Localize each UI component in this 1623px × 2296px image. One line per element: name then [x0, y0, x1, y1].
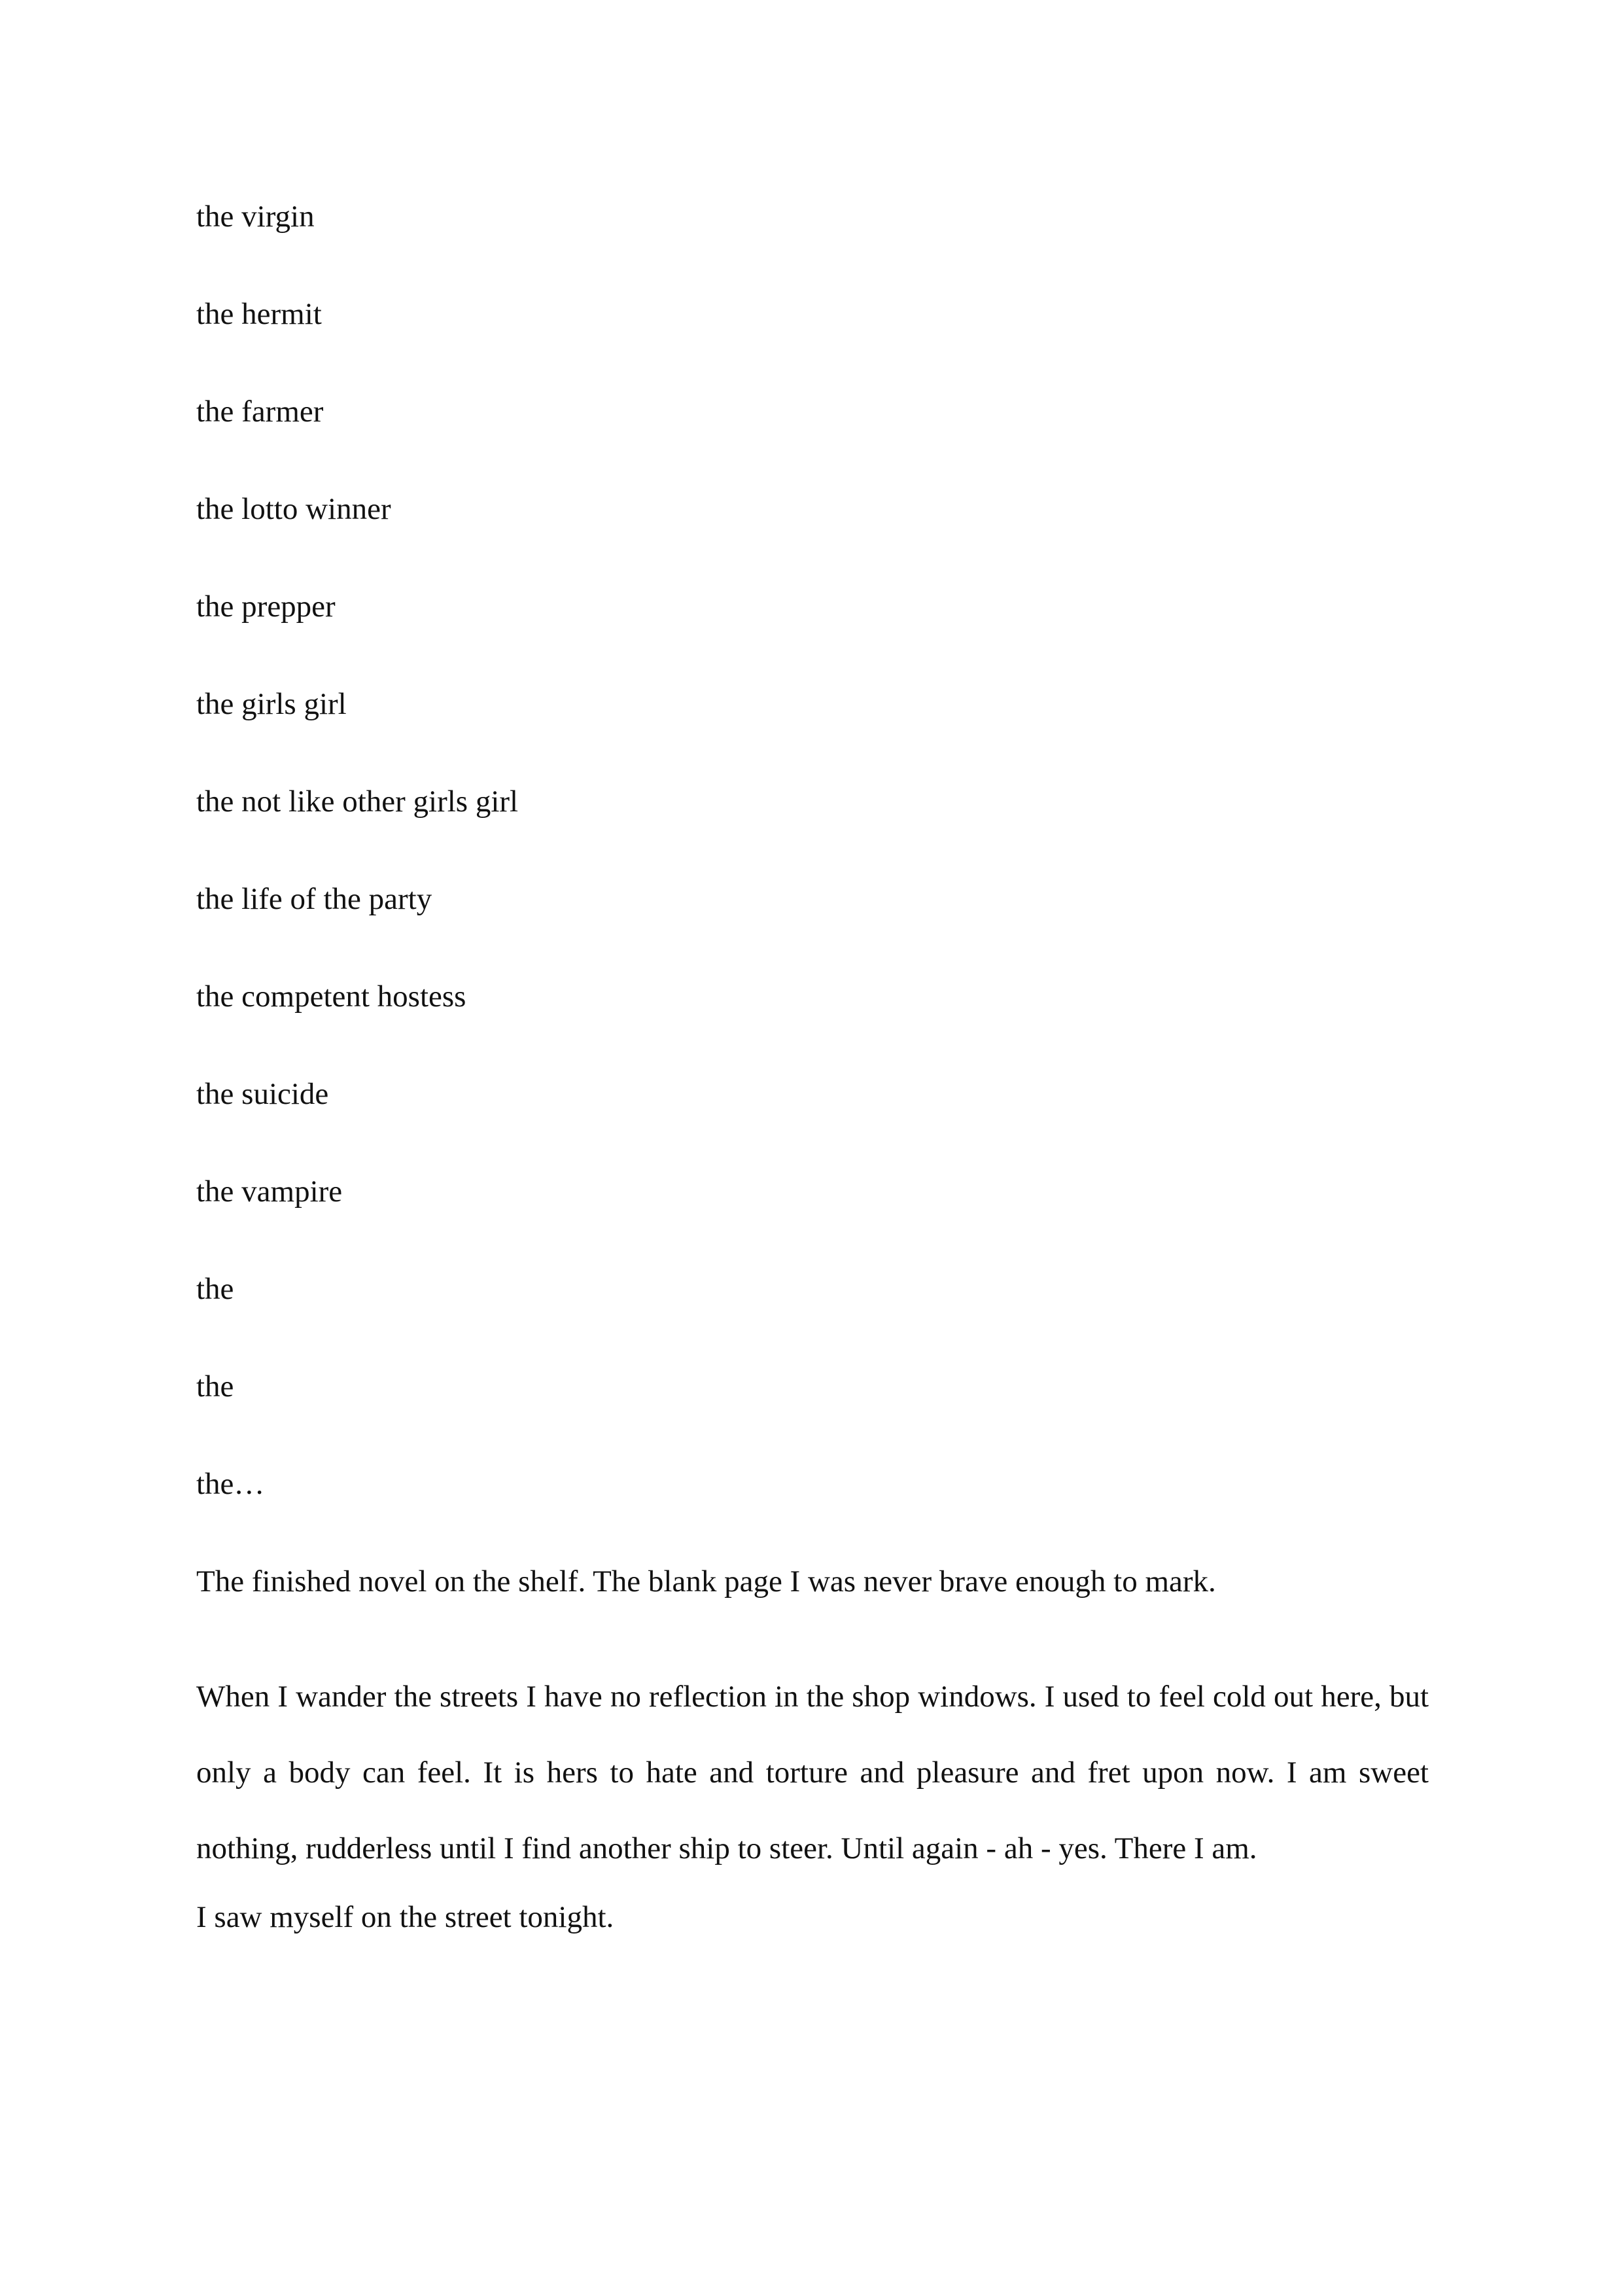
list-line: the life of the party: [196, 882, 432, 916]
list-line: the virgin: [196, 200, 315, 234]
list-line: the lotto winner: [196, 492, 391, 526]
list-line: the hermit: [196, 297, 322, 331]
list-line: the…: [196, 1467, 265, 1501]
paragraph-finished-novel: The finished novel on the shelf. The blank page I was never brave enough to mark.: [196, 1564, 1216, 1598]
paragraph-saw-myself: I saw myself on the street tonight.: [196, 1900, 614, 1934]
paragraph-wander-streets: When I wander the streets I have no reflection in the shop windows. I used to feel cold out here, but only a body can feel. It is hers to hate and torture and pleasure and fret upon now. I am sweet nothing, rudderless until I find another ship to steer. Until again - ah - yes. There I am.: [196, 1680, 1429, 1865]
list-line: the girls girl: [196, 687, 347, 721]
list-line: the not like other girls girl: [196, 785, 519, 819]
list-line: the farmer: [196, 395, 324, 429]
list-line: the competent hostess: [196, 980, 466, 1014]
list-line: the vampire: [196, 1174, 343, 1209]
list-line: the: [196, 1272, 234, 1306]
list-line: the: [196, 1369, 234, 1404]
list-line: the prepper: [196, 590, 336, 624]
list-line: the suicide: [196, 1077, 329, 1111]
document-body: [196, 194, 1429, 1992]
